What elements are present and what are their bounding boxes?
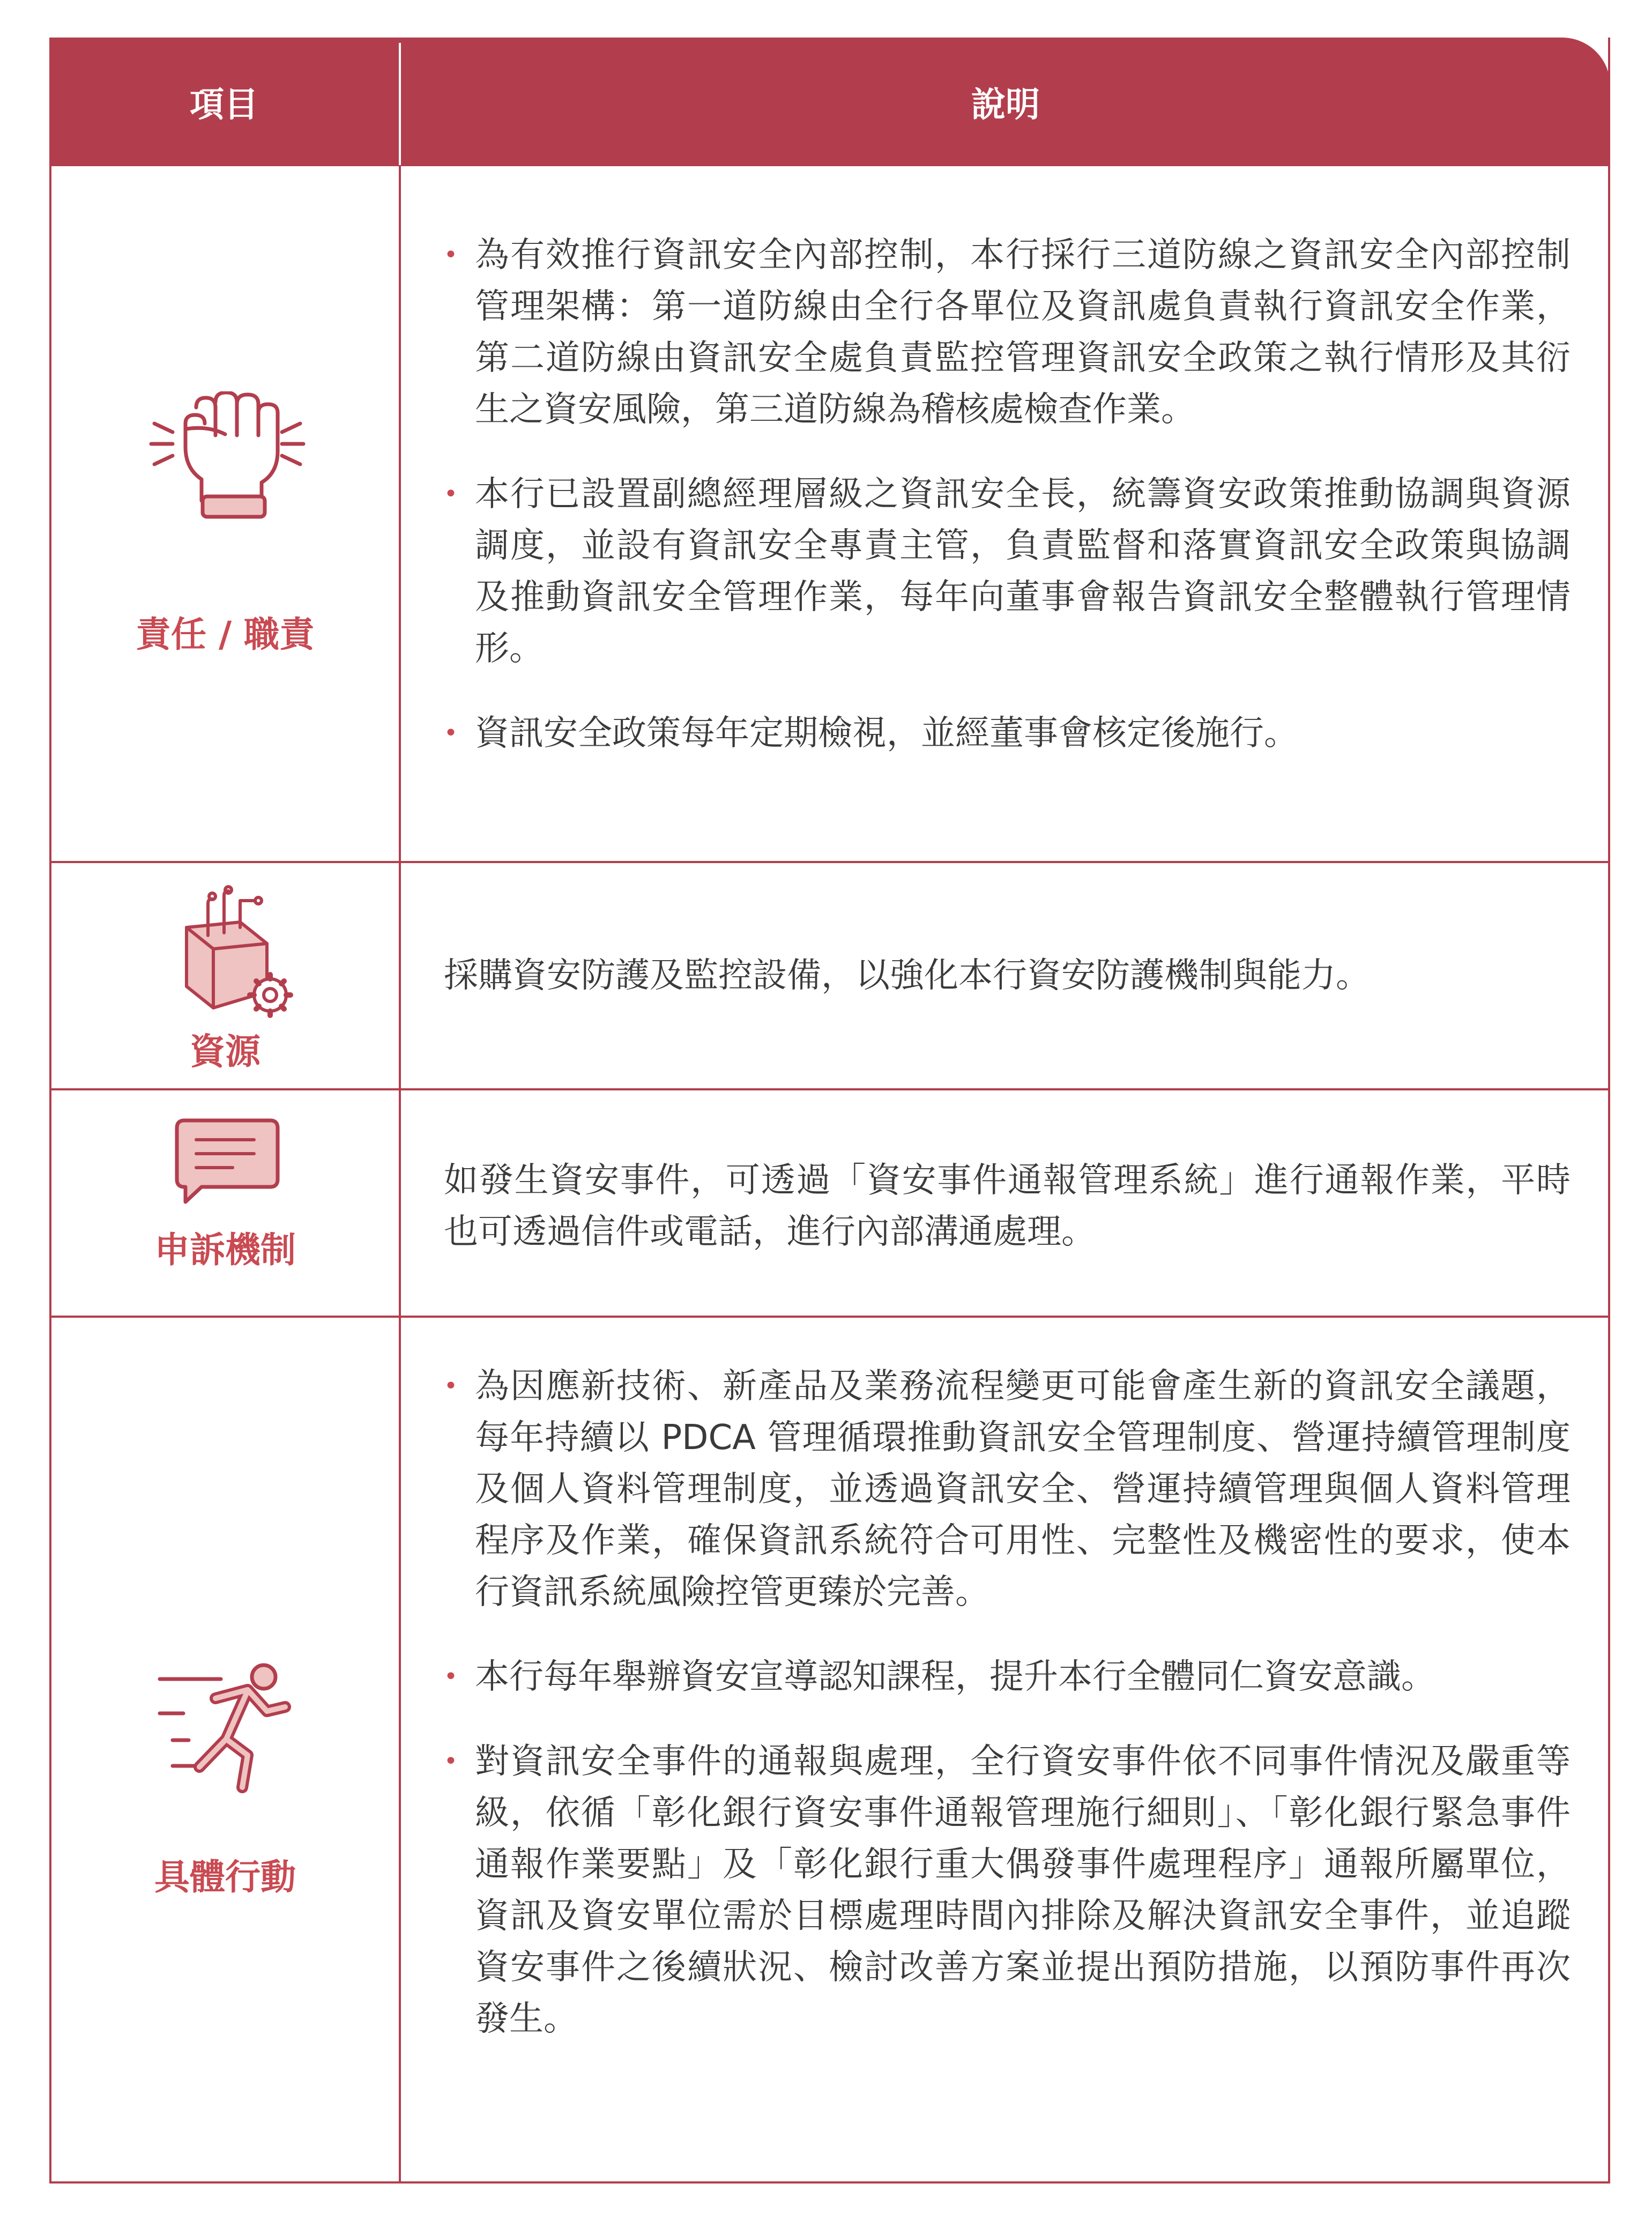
bullet-list xyxy=(444,1361,1571,2045)
list-item: • 為有效推行資訊安全內部控制，本行採行三道防線之資訊安全內部控制管理架構：第一道防線由全行各單位及資訊處負責執行資訊安全作業，第二道防線由資訊安全處負責監控管理資訊安全政策之執行情形及其衍生之資安風險，第三道防線為稽核處檢查作業。 xyxy=(444,229,1571,435)
description-cell xyxy=(401,1090,1608,1316)
list-item: • 為因應新技術、新產品及業務流程變更可能會產生新的資訊安全議題，每年持續以 PDCA 管理循環推動資訊安全管理制度、營運持續管理制度及個人資料管理制度，並透過資訊安全、營運持續管理與個人資料管理程序及作業，確保資訊系統符合可用性、完整性及機密性的要求，使本行資訊系統風險控管更臻於完善。 xyxy=(444,1361,1571,1618)
row-resources xyxy=(51,863,1608,1088)
item-cell xyxy=(51,1090,399,1316)
list-item: • 對資訊安全事件的通報與處理，全行資安事件依不同事件情況及嚴重等級，依循「彰化銀行資安事件通報管理施行細則」、「彰化銀行緊急事件通報作業要點」及「彰化銀行重大偶發事件處理程序」通報所屬單位，資訊及資安單位需於目標處理時間內排除及解決資訊安全事件，並追蹤資安事件之後續狀況、檢討改善方案並提出預防措施，以預防事件再次發生。 xyxy=(444,1736,1571,2045)
description-cell xyxy=(401,863,1608,1088)
item-label: 資源 xyxy=(190,1031,261,1072)
item-label: 責任 / 職責 xyxy=(135,614,315,655)
description-cell xyxy=(401,166,1608,861)
header-item: 項目 xyxy=(190,85,258,125)
description-text: 採購資安防護及監控設備，以強化本行資安防護機制與能力。 xyxy=(444,956,1370,996)
item-label: 申訴機制 xyxy=(154,1229,296,1271)
row-responsibility xyxy=(51,166,1608,861)
row-actions xyxy=(51,1318,1608,2184)
description-cell xyxy=(401,1318,1608,2184)
circuit-box-gear-icon xyxy=(170,885,299,1019)
table-header xyxy=(49,38,1610,166)
list-item: • 本行已設置副總經理層級之資訊安全長，統籌資安政策推動協調與資源調度，並設有資訊安全專責主管，負責監督和落實資訊安全政策與協調及推動資訊安全管理作業，每年向董事會報告資訊安全整體執行管理情形。 xyxy=(444,469,1571,674)
description-text: 如發生資安事件，可透過「資安事件通報管理系統」進行通報作業，平時也可透過信件或電話，進行內部溝通處理。 xyxy=(444,1161,1571,1252)
raised-fist-icon xyxy=(147,391,308,520)
item-cell xyxy=(51,1318,399,2184)
running-person-icon xyxy=(157,1661,296,1795)
header-description: 說明 xyxy=(971,85,1040,125)
list-item: • 資訊安全政策每年定期檢視，並經董事會核定後施行。 xyxy=(444,708,1571,759)
item-cell xyxy=(51,863,399,1088)
bullet-list xyxy=(444,229,1571,759)
info-security-table xyxy=(49,38,1610,2184)
item-label: 具體行動 xyxy=(154,1856,296,1898)
message-bubble-icon xyxy=(174,1116,281,1207)
row-grievance xyxy=(51,1090,1608,1316)
list-item: • 本行每年舉辦資安宣導認知課程，提升本行全體同仁資安意識。 xyxy=(444,1651,1571,1703)
item-cell xyxy=(51,166,399,861)
